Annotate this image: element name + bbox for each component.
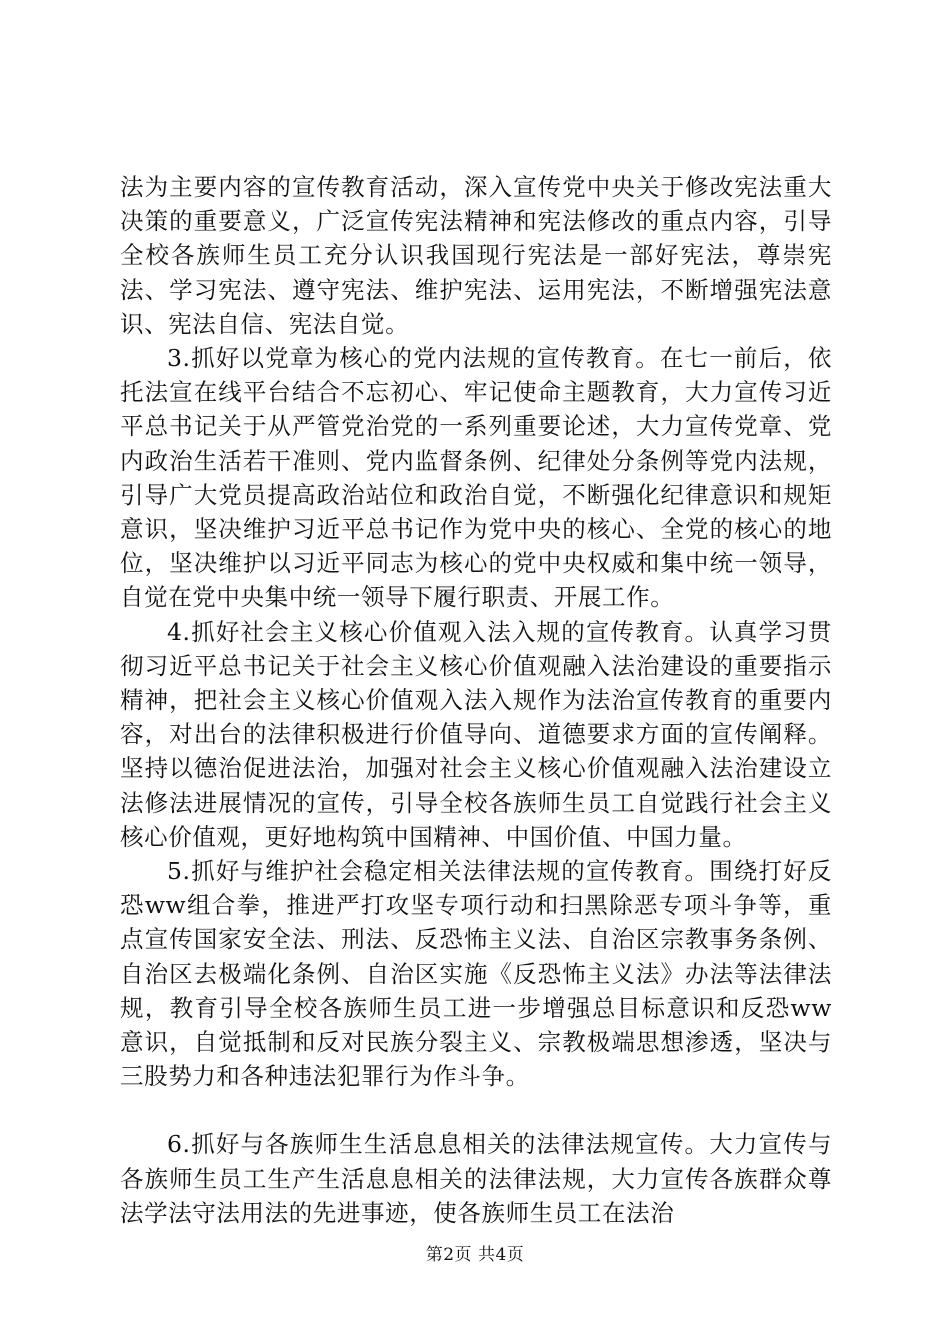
paragraph-item-5-social-stability: 5.抓好与维护社会稳定相关法律法规的宣传教育。围绕打好反恐ww组合拳，推进严打攻坚专项行动和扫黑除恶专项斗争等，重点宣传国家安全法、刑法、反恐怖主义法、自治区宗教事务条例、自治区去极端化条例、自治区实施《反恐怖主义法》办法等法律法规，教育引导全校各族师生员工进一步增强总目标意识和反恐ww意识，自觉抵制和反对民族分裂主义、宗教极端思想渗透，坚决与三股势力和各种违法犯罪行为作斗争。: [120, 857, 832, 1091]
paragraph-item-6-daily-life-laws: 6.抓好与各族师生生活息息相关的法律法规宣传。大力宣传与各族师生员工生产生活息息相关的法律法规，大力宣传各族群众尊法学法守法用法的先进事迹，使各族师生员工在法治: [120, 1130, 832, 1227]
paragraph-constitution-continuation: 法为主要内容的宣传教育活动，深入宣传党中央关于修改宪法重大决策的重要意义，广泛宣传宪法精神和宪法修改的重点内容，引导全校各族师生员工充分认识我国现行宪法是一部好宪法，尊崇宪法、学习宪法、遵守宪法、维护宪法、运用宪法，不断增强宪法意识、宪法自信、宪法自觉。: [120, 173, 832, 338]
paragraph-item-4-core-values: 4.抓好社会主义核心价值观入法入规的宣传教育。认真学习贯彻习近平总书记关于社会主义核心价值观融入法治建设的重要指示精神，把社会主义核心价值观入法入规作为法治宣传教育的重要内容，对出台的法律积极进行价值导向、道德要求方面的宣传阐释。坚持以德治促进法治，加强对社会主义核心价值观融入法治建设立法修法进展情况的宣传，引导全校各族师生员工自觉践行社会主义核心价值观，更好地构筑中国精神、中国价值、中国力量。: [120, 617, 832, 851]
paragraph-item-3-party-regulations: 3.抓好以党章为核心的党内法规的宣传教育。在七一前后，依托法宣在线平台结合不忘初心、牢记使命主题教育，大力宣传习近平总书记关于从严管党治党的一系列重要论述，大力宣传党章、党内政治生活若干准则、党内监督条例、纪律处分条例等党内法规，引导广大党员提高政治站位和政治自觉，不断强化纪律意识和规矩意识，坚决维护习近平总书记作为党中央的核心、全党的核心的地位，坚决维护以习近平同志为核心的党中央权威和集中统一领导，自觉在党中央集中统一领导下履行职责、开展工作。: [120, 344, 832, 612]
document-body: [120, 170, 832, 1230]
page-footer: 第2页 共4页: [425, 1245, 525, 1265]
